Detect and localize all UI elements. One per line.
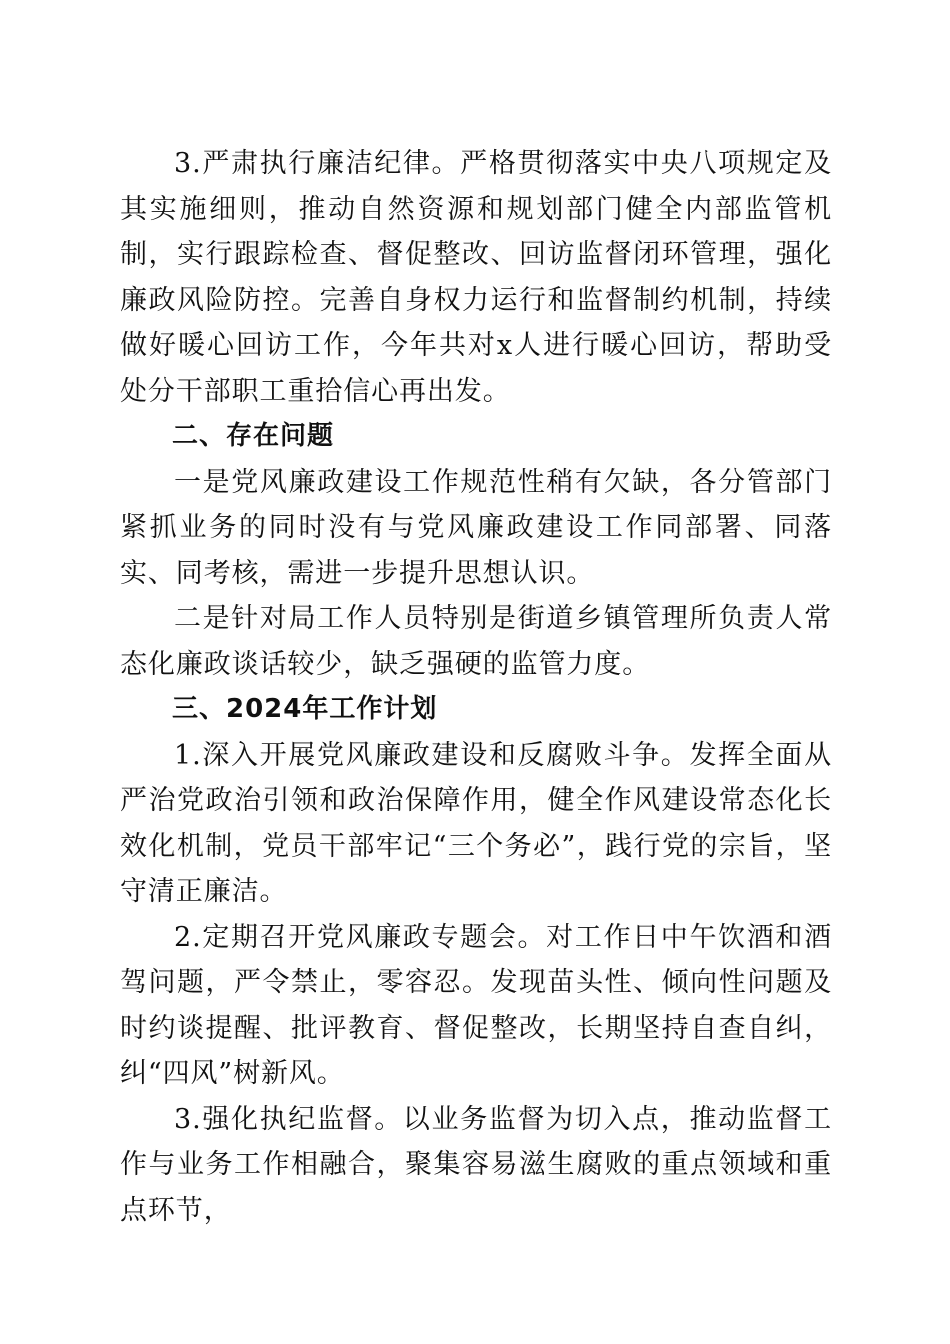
paragraph-plan-three: 3.强化执纪监督。以业务监督为切入点，推动监督工作与业务工作相融合，聚集容易滋生腐败的重点领域和重点环节， <box>120 1103 832 1226</box>
paragraph-plan-two: 2.定期召开党风廉政专题会。对工作日中午饮酒和酒驾问题，严令禁止，零容忍。发现苗头性、倾向性问题及时约谈提醒、批评教育、督促整改，长期坚持自查自纠，纠“四风”树新风。 <box>120 921 832 1089</box>
paragraph-problem-one: 一是党风廉政建设工作规范性稍有欠缺，各分管部门紧抓业务的同时没有与党风廉政建设工作同部署、同落实、同考核，需进一步提升思想认识。 <box>120 466 832 589</box>
section-heading-existing-problems: 二、存在问题 <box>172 421 335 451</box>
section-heading-2024-plan: 三、2024年工作计划 <box>172 694 438 724</box>
paragraph-discipline-integrity: 3.严肃执行廉洁纪律。严格贯彻落实中央八项规定及其实施细则，推动自然资源和规划部门健全内部监管机制，实行跟踪检查、督促整改、回访监督闭环管理，强化廉政风险防控。完善自身权力运行和监督制约机制，持续做好暖心回访工作，今年共对x人进行暖心回访，帮助受处分干部职工重拾信心再出发。 <box>120 148 832 407</box>
paragraph-plan-one: 1.深入开展党风廉政建设和反腐败斗争。发挥全面从严治党政治引领和政治保障作用，健全作风建设常态化长效化机制，党员干部牢记“三个务必”，践行党的宗旨，坚守清正廉洁。 <box>120 739 832 907</box>
paragraph-problem-two: 二是针对局工作人员特别是街道乡镇管理所负责人常态化廉政谈话较少，缺乏强硬的监管力度。 <box>120 603 832 680</box>
document-body <box>120 141 832 1233</box>
